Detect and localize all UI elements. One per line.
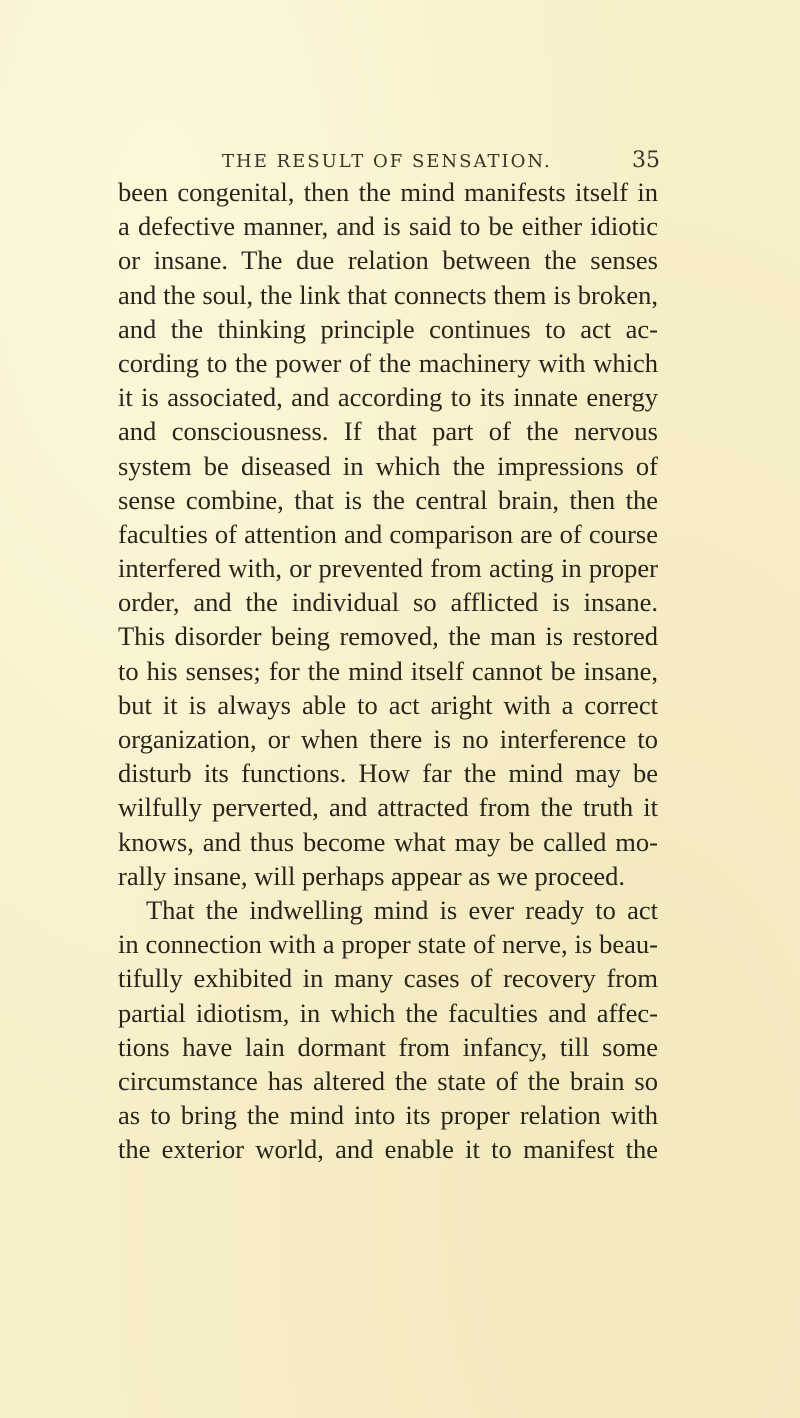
text-line: system be diseased in which the impressions of xyxy=(118,450,658,481)
text-line: tifully exhibited in many cases of recovery from xyxy=(118,963,658,994)
text-line: been congenital, then the mind manifests itself in xyxy=(118,177,658,207)
text-line: wilfully perverted, and attracted from the truth it xyxy=(118,792,658,823)
text-line: cording to the power of the machinery with which xyxy=(118,347,658,378)
running-head xyxy=(222,148,660,173)
text-line: interfered with, or prevented from acting in proper xyxy=(118,553,658,584)
text-line: circumstance has altered the state of the brain so xyxy=(118,1065,658,1096)
text-line: disturb its functions. How far the mind may be xyxy=(118,758,658,789)
text-line: and the soul, the link that connects them is broken, xyxy=(118,279,658,310)
text-line: it is associated, and according to its innate energy xyxy=(118,382,658,413)
page-number: 35 xyxy=(632,148,660,173)
text-line: and consciousness. If that part of the nervous xyxy=(118,416,658,447)
text-line: to his senses; for the mind itself cannot be insane, xyxy=(118,655,658,686)
text-line: but it is always able to act aright with a correct xyxy=(118,689,658,720)
text-line: or insane. The due relation between the senses xyxy=(118,245,658,276)
text-line: partial idiotism, in which the faculties and affec- xyxy=(118,997,658,1028)
text-line: a defective manner, and is said to be either idiotic xyxy=(118,211,658,242)
text-line: the exterior world, and enable it to manifest the xyxy=(118,1134,658,1165)
text-line: knows, and thus become what may be called mo- xyxy=(118,826,658,857)
text-line: and the thinking principle continues to act ac- xyxy=(118,313,658,344)
text-line: order, and the individual so afflicted is insane. xyxy=(118,587,658,618)
text-line: faculties of attention and comparison are of course xyxy=(118,518,658,549)
text-line: tions have lain dormant from infancy, till some xyxy=(118,1031,658,1062)
text-line: This disorder being removed, the man is restored xyxy=(118,621,658,652)
text-line: as to bring the mind into its proper relation with xyxy=(118,1100,658,1131)
text-line: rally insane, will perhaps appear as we proceed. xyxy=(118,860,625,891)
paragraph-start-line: That the indwelling mind is ever ready to act xyxy=(146,894,658,925)
body-text xyxy=(118,175,658,1166)
running-title: THE RESULT OF SENSATION. xyxy=(222,151,552,172)
text-line: organization, or when there is no interference to xyxy=(118,724,658,754)
text-line: sense combine, that is the central brain, then the xyxy=(118,484,658,515)
text-line: in connection with a proper state of nerve, is beau- xyxy=(118,929,658,960)
